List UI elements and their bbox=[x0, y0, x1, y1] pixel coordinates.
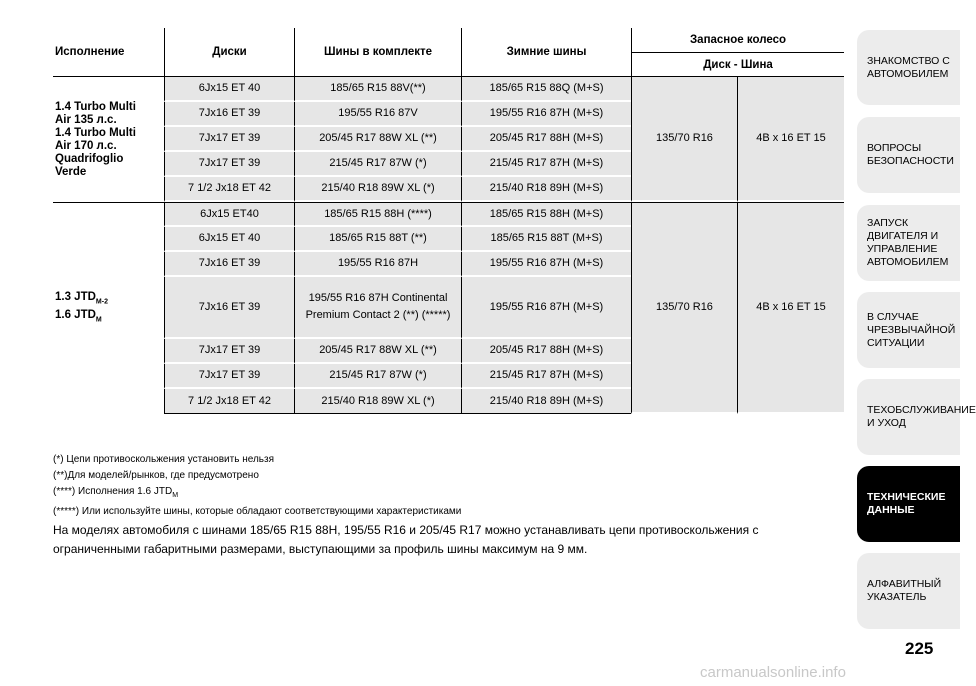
rim-cell: 7Jx16 ET 39 bbox=[164, 252, 294, 277]
sidebar-tab-starting[interactable]: ЗАПУСК ДВИГАТЕЛЯ И УПРАВЛЕНИЕ АВТОМОБИЛЕМ bbox=[857, 205, 960, 281]
model-line: 1.3 $JTD_{M-2}$ bbox=[55, 291, 108, 306]
header-winter-tyres: Зимние шины bbox=[461, 28, 631, 77]
rim-cell: 7Jx16 ET 39 bbox=[164, 102, 294, 127]
header-rims: Диски bbox=[164, 28, 294, 77]
spare-rim-cell: 4B x 16 ET 15 bbox=[737, 77, 844, 202]
model-line: 1.4 Turbo Multi bbox=[55, 100, 136, 113]
sidebar-tab-safety[interactable]: ВОПРОСЫ БЕЗОПАСНОСТИ bbox=[857, 117, 960, 193]
winter-cell: 215/45 R17 87H (M+S) bbox=[461, 152, 631, 177]
footnote: (****) Исполнения 1.6 $JTD_M$ bbox=[53, 486, 179, 499]
tyre-cell: 205/45 R17 88W XL (**) bbox=[294, 339, 461, 364]
winter-cell: 205/45 R17 88H (M+S) bbox=[461, 127, 631, 152]
footnote: (**)Для моделей/рынков, где предусмотрено bbox=[53, 470, 259, 481]
winter-cell: 215/40 R18 89H (M+S) bbox=[461, 177, 631, 202]
winter-cell: 215/40 R18 89H (M+S) bbox=[461, 389, 631, 414]
winter-cell: 185/65 R15 88T (M+S) bbox=[461, 227, 631, 252]
rim-cell: 6Jx15 ET 40 bbox=[164, 77, 294, 102]
rim-cell: 7Jx17 ET 39 bbox=[164, 152, 294, 177]
tyre-cell: 205/45 R17 88W XL (**) bbox=[294, 127, 461, 152]
model-line: Air 135 л.с. bbox=[55, 113, 117, 126]
sidebar-tab-technical-data[interactable]: ТЕХНИЧЕСКИЕ ДАННЫЕ bbox=[857, 466, 960, 542]
tyre-cell: 195/55 R16 87H bbox=[294, 252, 461, 277]
model-line: 1.4 Turbo Multi bbox=[55, 126, 136, 139]
footnote: (*****) Или используйте шины, которые обладают соответствующими характеристиками bbox=[53, 506, 462, 517]
spare-tyre-cell: 135/70 R16 bbox=[631, 77, 737, 202]
tyre-cell: 215/40 R18 89W XL (*) bbox=[294, 177, 461, 202]
rim-cell: 6Jx15 ET 40 bbox=[164, 227, 294, 252]
sidebar-tab-maintenance[interactable]: ТЕХОБСЛУЖИВАНИЕ И УХОД bbox=[857, 379, 960, 455]
winter-cell: 185/65 R15 88H (M+S) bbox=[461, 202, 631, 227]
footnote: (*) Цепи противоскольжения установить нельзя bbox=[53, 454, 275, 465]
model-line: Verde bbox=[55, 165, 87, 178]
header-spare-sub: Диск - Шина bbox=[631, 52, 844, 77]
header-tyres-supplied: Шины в комплекте bbox=[294, 28, 461, 77]
tyre-cell: 195/55 R16 87H Continental Premium Contact 2 (**) (*****) bbox=[294, 277, 461, 339]
winter-cell: 195/55 R16 87H (M+S) bbox=[461, 277, 631, 339]
rim-cell: 7 1/2 Jx18 ET 42 bbox=[164, 389, 294, 414]
header-spare-wheel: Запасное колесо bbox=[631, 28, 844, 52]
winter-cell: 195/55 R16 87H (M+S) bbox=[461, 252, 631, 277]
tyre-cell: 185/65 R15 88H (****) bbox=[294, 202, 461, 227]
model-line: 1.6 $JTD_M$ bbox=[55, 308, 102, 323]
footnotes bbox=[53, 452, 461, 520]
model-group-2 bbox=[53, 202, 164, 414]
tyre-cell: 215/40 R18 89W XL (*) bbox=[294, 389, 461, 414]
model-line: Quadrifoglio bbox=[55, 152, 124, 165]
tyre-cell: 185/65 R15 88T (**) bbox=[294, 227, 461, 252]
tyre-spec-table bbox=[53, 28, 844, 414]
watermark: carmanualsonline.info bbox=[700, 664, 846, 681]
sidebar-tab-index[interactable]: АЛФАВИТНЫЙ УКАЗАТЕЛЬ bbox=[857, 553, 960, 629]
model-line: Air 170 л.с. bbox=[55, 139, 117, 152]
chapter-sidebar bbox=[857, 0, 976, 686]
winter-cell: 215/45 R17 87H (M+S) bbox=[461, 364, 631, 389]
rim-cell: 7Jx17 ET 39 bbox=[164, 364, 294, 389]
rim-cell: 7 1/2 Jx18 ET 42 bbox=[164, 177, 294, 202]
sidebar-tab-intro[interactable]: ЗНАКОМСТВО С АВТОМОБИЛЕМ bbox=[857, 30, 960, 105]
model-group-1 bbox=[53, 77, 164, 202]
header-version: Исполнение bbox=[53, 28, 164, 77]
tyre-cell: 215/45 R17 87W (*) bbox=[294, 364, 461, 389]
tyre-cell: 185/65 R15 88V(**) bbox=[294, 77, 461, 102]
rim-cell: 7Jx17 ET 39 bbox=[164, 339, 294, 364]
rim-cell: 7Jx16 ET 39 bbox=[164, 277, 294, 339]
winter-cell: 205/45 R17 88H (M+S) bbox=[461, 339, 631, 364]
sidebar-tab-emergency[interactable]: В СЛУЧАЕ ЧРЕЗВЫЧАЙНОЙ СИТУАЦИИ bbox=[857, 292, 960, 368]
chains-note: На моделях автомобиля с шинами 185/65 R15 88H, 195/55 R16 и 205/45 R17 можно устанавливать цепи противоскольжения с ограниченными габаритными размерами, выступающими за профиль шины максимум на 9 мм. bbox=[53, 523, 759, 556]
winter-cell: 195/55 R16 87H (M+S) bbox=[461, 102, 631, 127]
tyre-cell: 195/55 R16 87V bbox=[294, 102, 461, 127]
winter-cell: 185/65 R15 88Q (M+S) bbox=[461, 77, 631, 102]
spare-tyre-cell: 135/70 R16 bbox=[631, 202, 737, 414]
rim-cell: 7Jx17 ET 39 bbox=[164, 127, 294, 152]
page-number: 225 bbox=[905, 639, 934, 658]
rim-cell: 6Jx15 ET40 bbox=[164, 202, 294, 227]
spare-rim-cell: 4B x 16 ET 15 bbox=[737, 202, 844, 414]
tyre-cell: 215/45 R17 87W (*) bbox=[294, 152, 461, 177]
